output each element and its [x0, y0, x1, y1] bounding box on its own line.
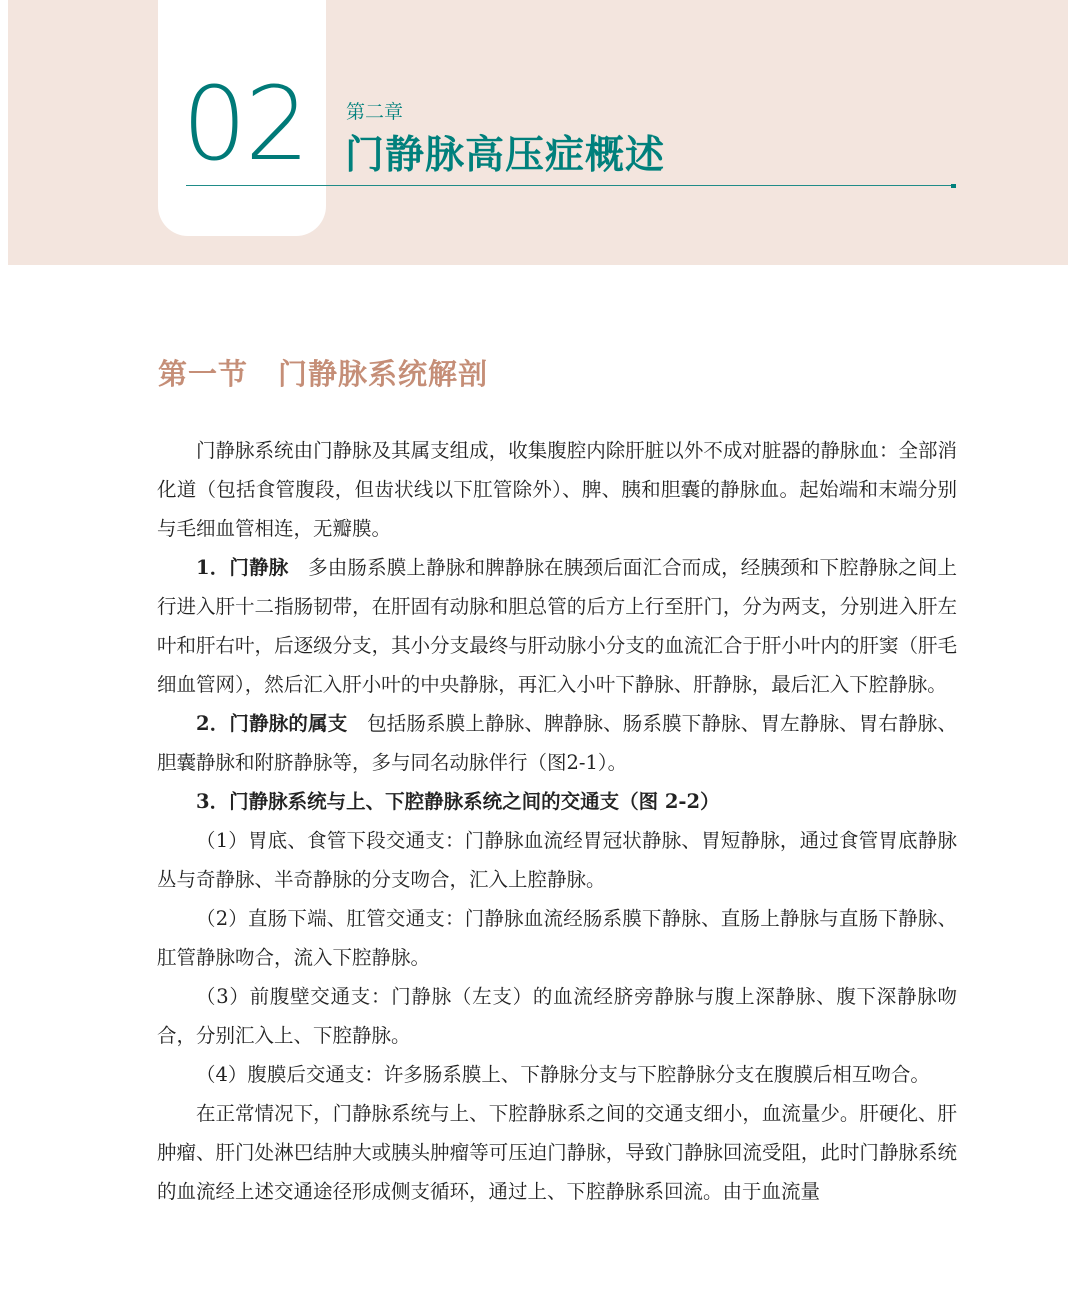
paragraph-lead: 1．门静脉 [196, 556, 289, 579]
chapter-label: 第二章 [346, 101, 404, 123]
paragraph-body: 多由肠系膜上静脉和脾静脉在胰颈后面汇合而成，经胰颈和下腔静脉之间上行进入肝十二指肠韧带，在肝固有动脉和胆总管的后方上行至肝门，分为两支，分别进入肝左叶和肝右叶，后逐级分支，其小分支最终与肝动脉小分支的血流汇合于肝小叶内的肝窦（肝毛细血管网），然后汇入肝小叶的中央静脉，再汇入小叶下静脉、肝静脉，最后汇入下腔静脉。 [157, 556, 957, 696]
section-heading: 第一节 门静脉系统解剖 [158, 357, 489, 391]
paragraph: （4）腹膜后交通支：许多肠系膜上、下静脉分支与下腔静脉分支在腹膜后相互吻合。 [196, 1063, 930, 1086]
chapter-rule-end-marker [951, 184, 956, 188]
paragraph-heading: 3．门静脉系统与上、下腔静脉系统之间的交通支（图 2-2） [196, 790, 720, 813]
chapter-title: 门静脉高压症概述 [345, 133, 666, 178]
paragraph [157, 704, 957, 782]
chapter-title-rule [186, 185, 956, 186]
body-text [157, 431, 957, 1211]
paragraph: （3）前腹壁交通支：门静脉（左支）的血流经脐旁静脉与腹上深静脉、腹下深静脉吻合，分别汇入上、下腔静脉。 [157, 985, 957, 1047]
paragraph: （2）直肠下端、肛管交通支：门静脉血流经肠系膜下静脉、直肠上静脉与直肠下静脉、肛管静脉吻合，流入下腔静脉。 [157, 907, 957, 969]
paragraph: 在正常情况下，门静脉系统与上、下腔静脉系之间的交通支细小，血流量少。肝硬化、肝肿瘤、肝门处淋巴结肿大或胰头肿瘤等可压迫门静脉，导致门静脉回流受阻，此时门静脉系统的血流经上述交通途径形成侧支循环，通过上、下腔静脉系回流。由于血流量 [157, 1102, 957, 1203]
paragraph-body: 包括肠系膜上静脉、脾静脉、肠系膜下静脉、胃左静脉、胃右静脉、胆囊静脉和附脐静脉等，多与同名动脉伴行（图2-1）。 [157, 712, 957, 774]
paragraph-lead: 2．门静脉的属支 [196, 712, 348, 735]
paragraph [157, 548, 957, 704]
paragraph: （1）胃底、食管下段交通支：门静脉血流经胃冠状静脉、胃短静脉，通过食管胃底静脉丛与奇静脉、半奇静脉的分支吻合，汇入上腔静脉。 [157, 829, 957, 891]
chapter-number: 02 [182, 65, 308, 184]
paragraph: 门静脉系统由门静脉及其属支组成，收集腹腔内除肝脏以外不成对脏器的静脉血：全部消化道（包括食管腹段，但齿状线以下肛管除外）、脾、胰和胆囊的静脉血。起始端和末端分别与毛细血管相连，无瓣膜。 [157, 439, 957, 540]
